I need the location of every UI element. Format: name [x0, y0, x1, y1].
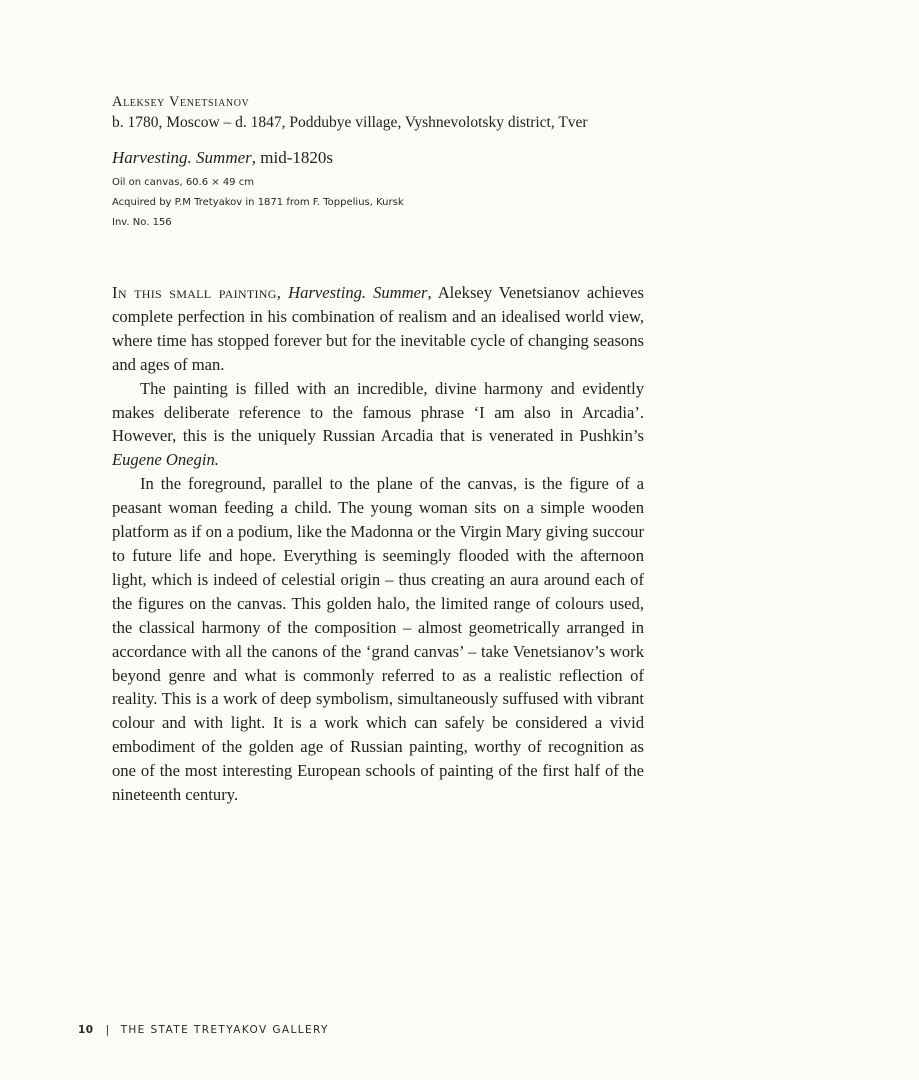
artwork-title-separator: , — [251, 148, 261, 167]
paragraph-3 — [112, 472, 644, 807]
page-number: 10 — [78, 1024, 94, 1036]
artwork-inventory: Inv. No. 156 — [112, 217, 172, 228]
publication-name: THE STATE TRETYAKOV GALLERY — [120, 1024, 329, 1036]
artwork-title-line — [112, 147, 672, 169]
artwork-provenance: Acquired by P.M Tretyakov in 1871 from F. Toppelius, Kursk — [112, 197, 404, 208]
artwork-title: Harvesting. Summer — [112, 148, 252, 167]
artist-bio: b. 1780, Moscow – d. 1847, Poddubye village, Vyshnevolotsky district, Tver — [112, 114, 588, 131]
inline-title: Harvesting. Summer — [288, 283, 428, 302]
artwork-date: mid-1820s — [260, 148, 333, 167]
paragraph-1 — [112, 281, 644, 377]
lead-in: In this small painting, — [112, 283, 282, 302]
paragraph-1-text: , Aleksey Venetsianov achieves complete perfection in his combination of realism and an idealised world view, where time has stopped forever but for the inevitable cycle of changing seasons and ages of man. — [112, 283, 644, 374]
paragraph-3-text: In the foreground, parallel to the plane of the canvas, is the figure of a peasant woman feeding a child. The young woman sits on a simple wooden platform as if on a podium, like the Madonna or the Virgin Mary giving succour to future life and hope. Everything is seemingly flooded with the afternoon light, which is indeed of celestial origin – thus creating an aura around each of the figures on the canvas. This golden halo, the limited range of colours used, the classical harmony of the composition – almost geometrically arranged in accordance with all the canons of the ‘grand canvas’ – take Venetsianov’s work beyond genre and what is commonly referred to as a realistic reflection of reality. This is a work of deep symbolism, simultaneously suffused with vibrant colour and with light. It is a work which can safely be considered a vivid embodiment of the golden age of Russian painting, worthy of recognition as one of the most interesting European schools of painting of the first half of the nineteenth century. — [112, 474, 644, 805]
page-footer — [78, 1024, 329, 1036]
artwork-medium: Oil on canvas, 60.6 × 49 cm — [112, 177, 254, 188]
paragraph-2-text: The painting is filled with an incredible, divine harmony and evidently makes deliberate reference to the famous phrase ‘I am also in Arcadia’. However, this is the uniquely Russian Arcadia that is venerated in Pushkin’s — [112, 378, 644, 446]
footer-separator: | — [105, 1024, 111, 1036]
artwork-caption — [112, 92, 672, 233]
article-body — [112, 281, 644, 807]
artwork-metadata — [112, 173, 672, 233]
inline-title: Eugene Onegin. — [112, 450, 219, 470]
paragraph-2 — [112, 377, 644, 473]
artist-name: Aleksey Venetsianov — [112, 94, 250, 110]
